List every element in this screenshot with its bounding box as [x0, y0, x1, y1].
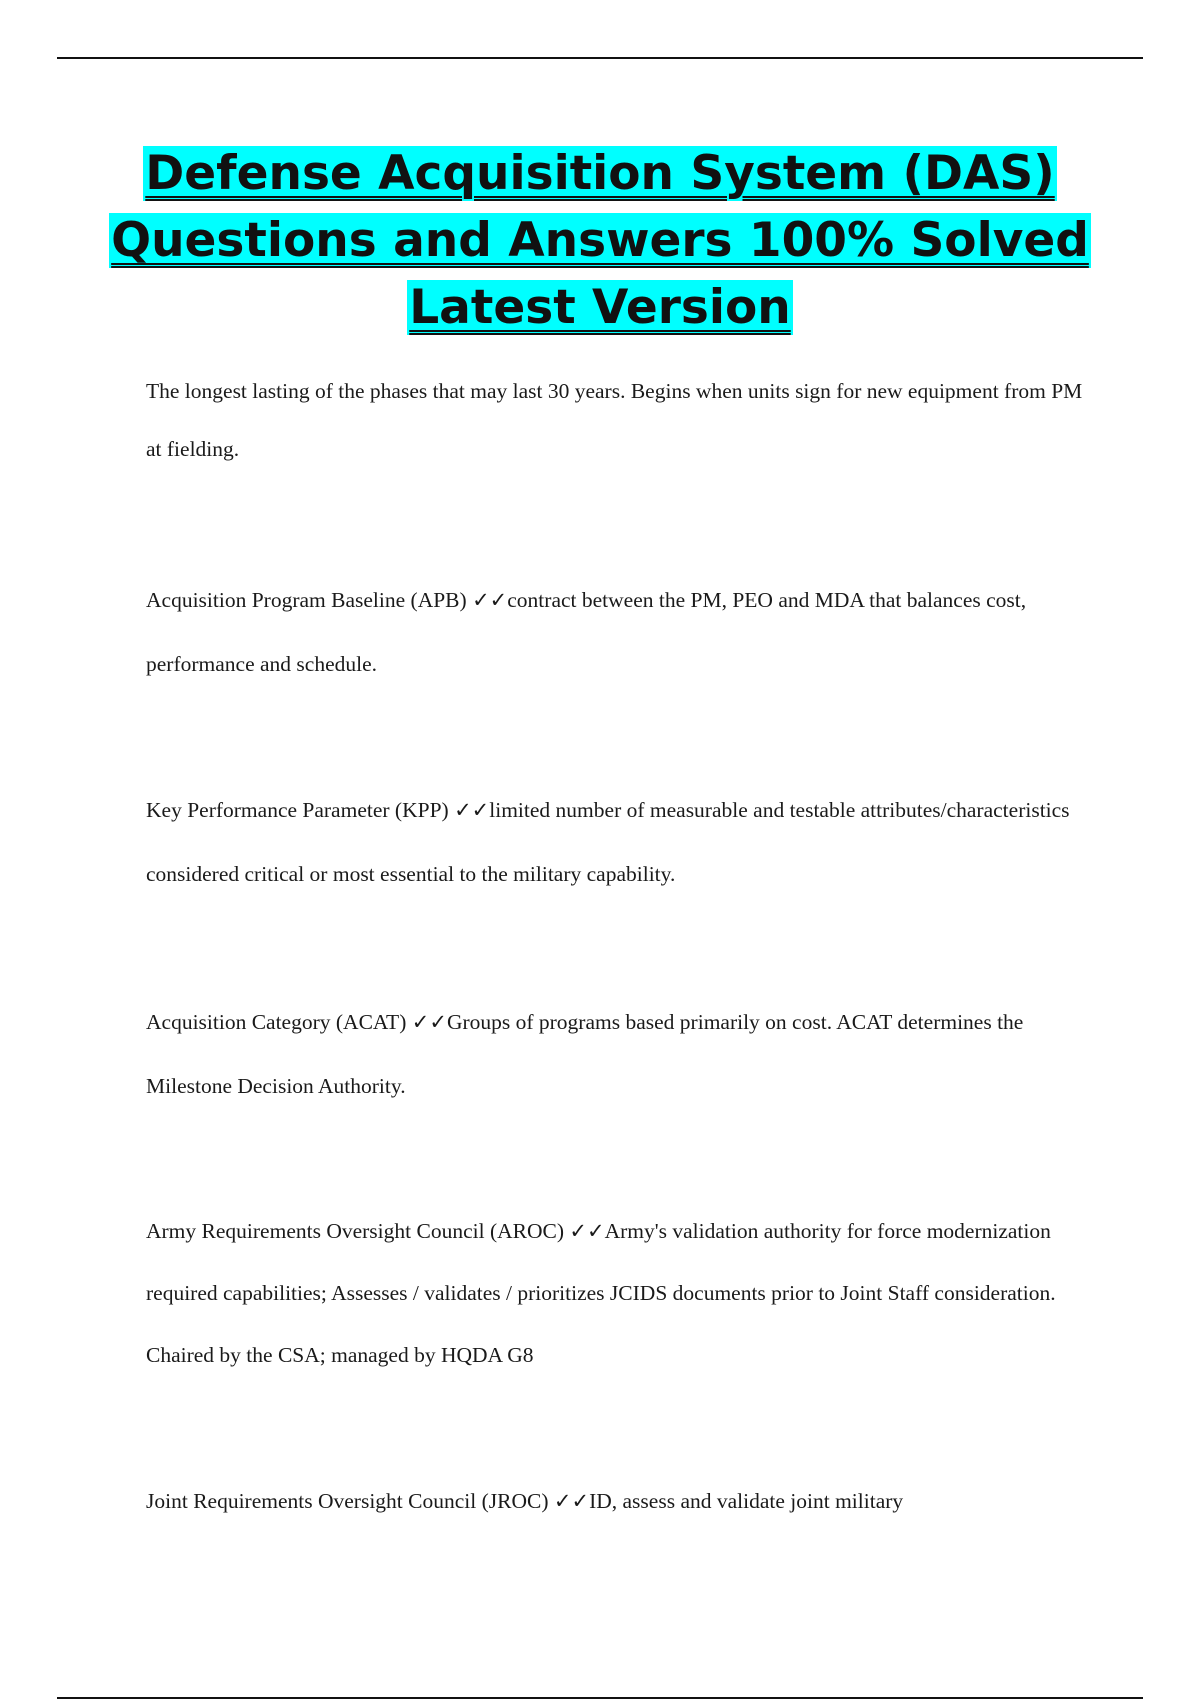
qa-entry [146, 1470, 903, 1532]
qa-entry [146, 1200, 1091, 1386]
double-check-icon: ✓✓ [569, 1219, 605, 1243]
entry-definition: contract between the PM, PEO and MDA that balances cost, performance and schedule. [146, 588, 1027, 676]
entry-term: Acquisition Program Baseline (APB) [146, 588, 473, 612]
bottom-rule [57, 1697, 1143, 1699]
double-check-icon: ✓✓ [472, 588, 508, 612]
entry-term: Joint Requirements Oversight Council (JROC) [146, 1489, 554, 1513]
qa-entry [146, 778, 1091, 906]
entry-definition: limited number of measurable and testable attributes/characteristics considered critical or most essential to the military capability. [146, 798, 1070, 886]
top-rule [57, 57, 1143, 59]
entry-term: Army Requirements Oversight Council (AROC) [146, 1219, 570, 1243]
double-check-icon: ✓✓ [553, 1489, 590, 1513]
qa-entry [146, 362, 1091, 478]
entry-term: Acquisition Category (ACAT) [146, 1010, 412, 1034]
title-line-1: Defense Acquisition System (DAS) [145, 146, 1055, 201]
qa-entry [146, 568, 1091, 696]
entry-definition: Groups of programs based primarily on cost. ACAT determines the Milestone Decision Authority. [146, 1010, 1024, 1098]
qa-entry [146, 990, 1091, 1118]
entry-term: Key Performance Parameter (KPP) [146, 798, 455, 822]
entry-definition: Army's validation authority for force modernization required capabilities; Assesses / validates / prioritizes JCIDS documents prior to Joint Staff consideration. Chaired by the CSA; managed by HQDA G8 [146, 1219, 1056, 1367]
document-title [60, 140, 1140, 341]
title-line-3: Latest Version [409, 280, 791, 335]
double-check-icon: ✓✓ [411, 1010, 447, 1034]
entry-definition: ID, assess and validate joint military [589, 1489, 904, 1513]
title-line-2: Questions and Answers 100% Solved [111, 213, 1089, 268]
double-check-icon: ✓✓ [454, 798, 490, 822]
entry-definition: The longest lasting of the phases that may last 30 years. Begins when units sign for new equipment from PM at fielding. [146, 379, 1083, 461]
